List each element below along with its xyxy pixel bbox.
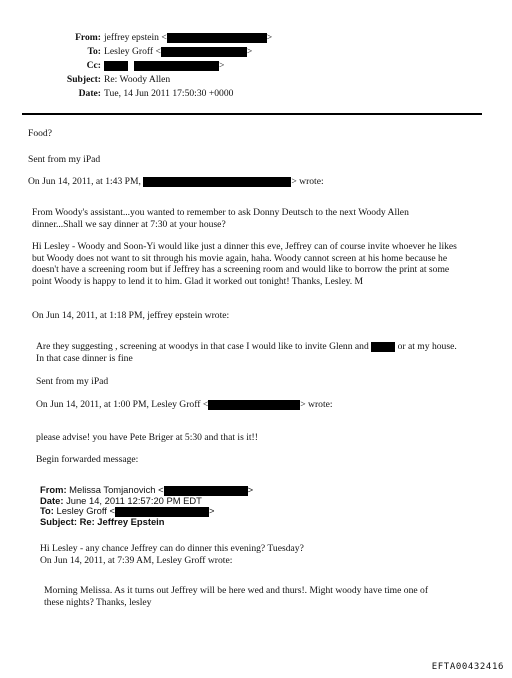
- fwd-subject: Subject: Re: Jeffrey Epstein: [40, 515, 165, 527]
- paragraph-assistant: From Woody's assistant...you wanted to remember to ask Donny Deutsch to the next Woody Allen dinner...Shall we say dinner at 7:30 at your house?: [32, 207, 409, 230]
- wrote-line-2: On Jun 14, 2011, at 1:18 PM, jeffrey epstein wrote:: [32, 310, 230, 321]
- paragraph-melissa: Hi Lesley - any chance Jeffrey can do dinner this evening? Tuesday? On Jun 14, 2011, at 7:39 AM, Lesley Groff wrote:: [40, 543, 304, 566]
- header-subject: [44, 73, 170, 86]
- close-bracket: >: [266, 32, 273, 43]
- paragraph-screening: Are they suggesting , screening at woodys in that case I would like to invite Glenn and or at my house. In that case dinner is fine: [36, 341, 457, 364]
- date-value: Tue, 14 Jun 2011 17:50:30 +0000: [104, 88, 234, 99]
- sent-from-ipad-2: Sent from my iPad: [36, 376, 109, 387]
- redaction-bar: [371, 342, 395, 352]
- fwd-to: To: Lesley Groff < >: [40, 505, 215, 517]
- subject-label: Subject:: [66, 74, 101, 85]
- header-from: [44, 31, 272, 44]
- from-label: From:: [75, 32, 101, 43]
- cc-label: Cc:: [86, 60, 101, 71]
- fwd-from: From: Melissa Tomjanovich < >: [40, 484, 254, 495]
- redaction-bar: [104, 61, 128, 71]
- document-id: EFTA00432416: [431, 662, 504, 672]
- fwd-header: [40, 485, 253, 527]
- paragraph-woody: Hi Lesley - Woody and Soon-Yi would like just a dinner this eve, Jeffrey can of course invite whoever he likes but Woody does not want to sit through his movie again, haha. Woody cannot screen at his home because he doesn't have a screening room but if Jeffrey has a screening room and would like to borrow the print at some point Woody is happy to lend it to him. Glad it worked out tonight! Thanks, Lesley. M: [32, 241, 457, 287]
- begin-forwarded: Begin forwarded message:: [36, 454, 139, 465]
- redaction-bar: [167, 33, 267, 43]
- wrote-line-3: On Jun 14, 2011, at 1:00 PM, Lesley Groff < > wrote:: [36, 399, 333, 410]
- header-to: [44, 45, 252, 58]
- to-value: Lesley Groff <: [104, 46, 161, 57]
- header-date: [44, 87, 233, 100]
- sent-from-ipad: Sent from my iPad: [28, 154, 101, 165]
- redaction-bar: [143, 177, 291, 187]
- close-bracket: >: [246, 46, 253, 57]
- wrote-line-1: On Jun 14, 2011, at 1:43 PM, > wrote:: [28, 176, 324, 187]
- redaction-bar: [134, 61, 219, 71]
- food-text: Food?: [28, 128, 52, 139]
- redaction-bar: [208, 400, 300, 410]
- from-value: jeffrey epstein <: [104, 32, 167, 43]
- date-label: Date:: [78, 88, 101, 99]
- close-bracket: >: [219, 60, 225, 71]
- subject-value: Re: Woody Allen: [104, 74, 171, 85]
- fwd-date: Date: June 14, 2011 12:57:20 PM EDT: [40, 494, 202, 506]
- header-divider: [22, 113, 482, 115]
- advise-text: please advise! you have Pete Briger at 5:30 and that is it!!: [36, 432, 258, 443]
- to-label: To:: [87, 46, 101, 57]
- paragraph-morning: Morning Melissa. As it turns out Jeffrey will be here wed and thurs!. Might woody have time one of these nights? Thanks, lesley: [44, 585, 429, 608]
- header-cc: [44, 59, 224, 72]
- redaction-bar: [161, 47, 247, 57]
